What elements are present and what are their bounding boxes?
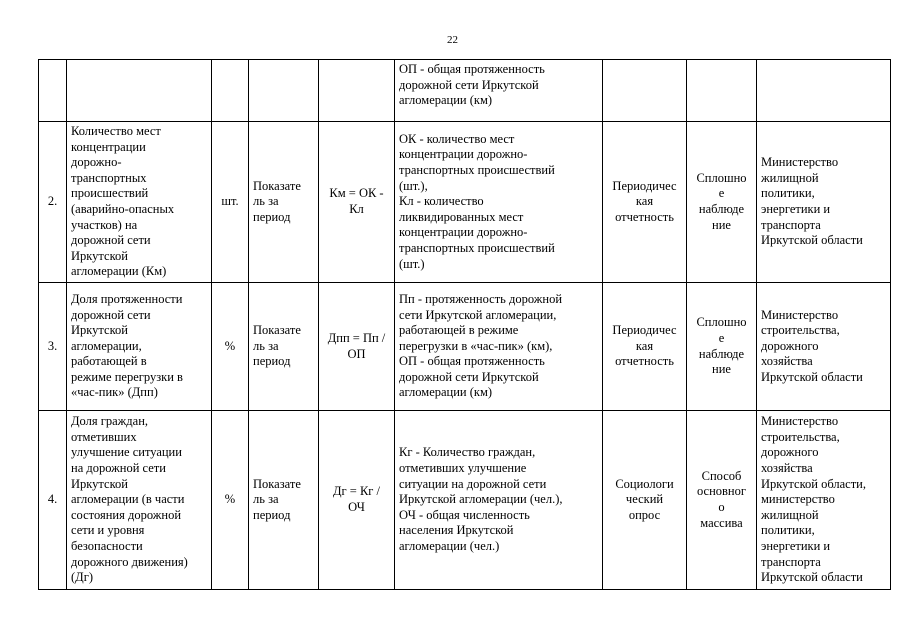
period-cell: Показате ль за период	[249, 411, 319, 590]
indicator-table	[38, 59, 891, 590]
description-cell: Пп - протяженность дорожной сети Иркутской агломерации, работающей в режиме перегрузки в «час-пик» (км), ОП - общая протяженность дорожной сети Иркутской агломерации (км)	[395, 283, 603, 411]
table-row	[39, 60, 891, 122]
responsible-cell: Министерство жилищной политики, энергетики и транспорта Иркутской области	[757, 122, 891, 283]
period-cell: Показате ль за период	[249, 122, 319, 283]
indicator-name-cell: Количество мест концентрации дорожно- транспортных происшествий (аварийно-опасных участков) на дорожной сети Иркутской агломерации (Км)	[67, 122, 212, 283]
row-number-cell	[39, 60, 67, 122]
description-cell: ОК - количество мест концентрации дорожно- транспортных происшествий (шт.), Кл - количество ликвидированных мест концентрации дорожно- транспортных происшествий (шт.)	[395, 122, 603, 283]
formula-cell: Дпп = Пп / ОП	[319, 283, 395, 411]
page-number: 22	[447, 34, 458, 46]
source-cell: Периодичес кая отчетность	[603, 283, 687, 411]
table-row	[39, 283, 891, 411]
unit-cell: %	[212, 283, 249, 411]
table-row	[39, 411, 891, 590]
indicator-name-cell: Доля протяженности дорожной сети Иркутской агломерации, работающей в режиме перегрузки в «час-пик» (Дпп)	[67, 283, 212, 411]
method-cell: Сплошно е наблюде ние	[687, 122, 757, 283]
indicator-name-cell: Доля граждан, отметивших улучшение ситуации на дорожной сети Иркутской агломерации (в части состояния дорожной сети и уровня безопасности дорожного движения) (Дг)	[67, 411, 212, 590]
formula-cell: Дг = Кг / ОЧ	[319, 411, 395, 590]
unit-cell: шт.	[212, 122, 249, 283]
unit-cell	[212, 60, 249, 122]
row-number-cell: 3.	[39, 283, 67, 411]
source-cell	[603, 60, 687, 122]
method-cell	[687, 60, 757, 122]
row-number-cell: 4.	[39, 411, 67, 590]
source-cell: Социологи ческий опрос	[603, 411, 687, 590]
table-row	[39, 122, 891, 283]
responsible-cell	[757, 60, 891, 122]
responsible-cell: Министерство строительства, дорожного хозяйства Иркутской области, министерство жилищной политики, энергетики и транспорта Иркутской области	[757, 411, 891, 590]
method-cell: Сплошно е наблюде ние	[687, 283, 757, 411]
description-cell: ОП - общая протяженность дорожной сети Иркутской агломерации (км)	[395, 60, 603, 122]
row-number-cell: 2.	[39, 122, 67, 283]
method-cell: Способ основног о массива	[687, 411, 757, 590]
unit-cell: %	[212, 411, 249, 590]
period-cell	[249, 60, 319, 122]
period-cell: Показате ль за период	[249, 283, 319, 411]
indicator-name-cell	[67, 60, 212, 122]
formula-cell	[319, 60, 395, 122]
description-cell: Кг - Количество граждан, отметивших улучшение ситуации на дорожной сети Иркутской агломерации (чел.), ОЧ - общая численность населения Иркутской агломерации (чел.)	[395, 411, 603, 590]
source-cell: Периодичес кая отчетность	[603, 122, 687, 283]
formula-cell: Км = ОК - Кл	[319, 122, 395, 283]
responsible-cell: Министерство строительства, дорожного хозяйства Иркутской области	[757, 283, 891, 411]
